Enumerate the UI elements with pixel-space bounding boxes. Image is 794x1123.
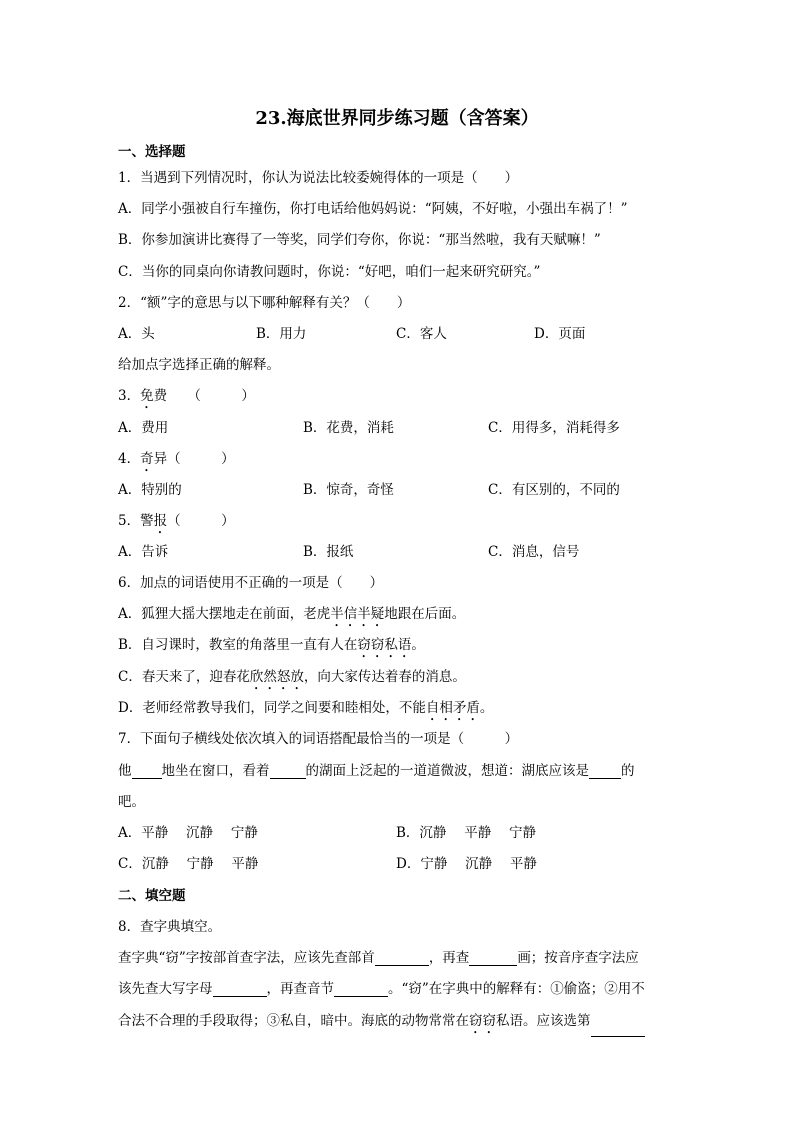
q8-text: 查字典“窃”字按部首查字法，应该先查部首 <box>118 950 375 966</box>
question-8-line-2 <box>118 977 645 997</box>
q4-rest: 异（ ） <box>153 451 235 467</box>
question-6: 6．加点的词语使用不正确的一项是（ ） <box>118 575 384 591</box>
q4-dotted-char: 奇 <box>140 451 154 467</box>
q8-text: 该先查大写字母 <box>118 981 213 997</box>
q6b-text-end: 。 <box>411 637 425 653</box>
q6a-text: A．狐狸大摇大摆地走在前面，老虎 <box>118 606 331 622</box>
question-7-option-d: D．宁静 沉静 平静 <box>396 856 537 872</box>
question-7-option-b: B．沉静 平静 宁静 <box>396 825 537 841</box>
answer-blank[interactable] <box>213 982 267 997</box>
question-4 <box>118 447 235 475</box>
question-1: 1．当遇到下列情况时，你认为说法比较委婉得体的一项是（ ） <box>118 170 519 186</box>
question-8-line-3 <box>118 1009 645 1037</box>
question-7: 7．下面句子横线处依次填入的词语搭配最恰当的一项是（ ） <box>118 731 519 747</box>
question-2: 2．“额”字的意思与以下哪种解释有关？（ ） <box>118 295 411 311</box>
question-3-option-a: A．费用 <box>118 420 169 436</box>
q4-number: 4． <box>118 451 141 467</box>
q7-sentence-part: 的 <box>621 763 635 779</box>
q6c-text-end: ，向大家传达着春的消息。 <box>303 669 466 685</box>
answer-blank[interactable] <box>132 764 162 779</box>
q6c-text: C．春天来了，迎春花 <box>118 669 250 685</box>
question-1-option-a: A．同学小强被自行车撞伤，你打电话给他妈妈说：“阿姨，不好啦，小强出车祸了！” <box>118 201 628 217</box>
instruction: 给加点字选择正确的解释。 <box>118 357 280 373</box>
q5-rest: （ ） <box>167 513 235 529</box>
question-6-option-c <box>118 665 466 693</box>
answer-blank[interactable] <box>589 764 621 779</box>
question-5-option-a: A．告诉 <box>118 544 169 560</box>
question-2-option-c: C．客人 <box>396 326 447 342</box>
q3-dotted-char: 免 <box>140 388 154 404</box>
q8-text: 。“窃”在字典中的解释有：①偷盗；②用不 <box>388 981 645 997</box>
question-7-sentence-end: 吧。 <box>118 794 145 810</box>
q5-dotted-char: 报 <box>153 513 168 529</box>
q5-number: 5．警 <box>118 513 154 529</box>
q8-text: ，再查音节 <box>266 981 334 997</box>
q6d-text-end: 。 <box>479 700 494 716</box>
section-heading-1: 一、选择题 <box>118 144 186 160</box>
question-3-option-c: C．用得多，消耗得多 <box>488 420 620 436</box>
section-heading-2: 二、填空题 <box>118 888 186 904</box>
q7-sentence-part: 地坐在窗口，看着 <box>161 763 270 779</box>
question-1-option-b: B．你参加演讲比赛得了一等奖，同学们夸你，你说：“那当然啦，我有天赋嘛！” <box>118 232 601 248</box>
q6b-text: B．自习课时，教室的角落里一直有人在 <box>118 637 358 653</box>
question-6-option-d <box>118 696 493 724</box>
q8-text: 合法不合理的手段取得；③私自，暗中。海底的动物常常在 <box>118 1013 469 1029</box>
question-2-option-d: D．页面 <box>534 326 586 342</box>
answer-blank[interactable] <box>591 1022 645 1037</box>
q6a-text-end: 地跟在后面。 <box>384 606 466 622</box>
q6d-dotted-word: 自相矛盾 <box>425 700 480 716</box>
question-2-option-a: A．头 <box>118 326 155 342</box>
answer-blank[interactable] <box>469 951 517 966</box>
q8-dotted-word: 窃窃 <box>469 1013 496 1029</box>
q6c-dotted-word: 欣然怒放 <box>249 669 304 685</box>
answer-blank[interactable] <box>334 982 388 997</box>
answer-blank[interactable] <box>375 951 429 966</box>
question-4-option-c: C．有区别的，不同的 <box>488 482 620 498</box>
q6d-text: D．老师经常教导我们，同学之间要和睦相处，不能 <box>118 700 426 716</box>
question-6-option-a <box>118 602 465 630</box>
question-3-option-b: B．花费，消耗 <box>303 420 394 436</box>
question-6-option-b <box>118 633 425 661</box>
question-7-option-a: A．平静 沉静 宁静 <box>118 825 258 841</box>
question-5-option-c: C．消息，信号 <box>488 544 580 560</box>
question-7-sentence <box>118 759 635 779</box>
q8-text: 画；按音序查字法应 <box>517 950 639 966</box>
q3-number: 3． <box>118 388 141 404</box>
question-2-option-b: B．用力 <box>256 326 307 342</box>
question-7-option-c: C．沉静 宁静 平静 <box>118 856 259 872</box>
q3-rest: 费 （ ） <box>153 388 255 404</box>
question-4-option-a: A．特别的 <box>118 482 182 498</box>
q8-text: ，再查 <box>428 950 470 966</box>
question-4-option-b: B．惊奇，奇怪 <box>303 482 394 498</box>
question-8: 8．查字典填空。 <box>118 919 222 935</box>
q8-text: 私语。应该选第 <box>496 1013 591 1029</box>
q7-sentence-part: 的湖面上泛起的一道道微波，想道：湖底应该是 <box>305 763 589 779</box>
question-5-option-b: B．报纸 <box>303 544 354 560</box>
page-title: 23.海底世界同步练习题（含答案） <box>255 108 539 129</box>
question-3 <box>118 384 255 412</box>
answer-blank[interactable] <box>270 764 306 779</box>
question-1-option-c: C．当你的同桌向你请教问题时，你说：“好吧，咱们一起来研究研究。” <box>118 264 541 280</box>
question-8-line-1 <box>118 946 639 966</box>
q7-sentence-part: 他 <box>118 763 132 779</box>
q6b-dotted-word: 窃窃私语 <box>357 637 412 653</box>
question-5 <box>118 509 235 537</box>
q6a-dotted-word: 半信半疑 <box>330 606 385 622</box>
